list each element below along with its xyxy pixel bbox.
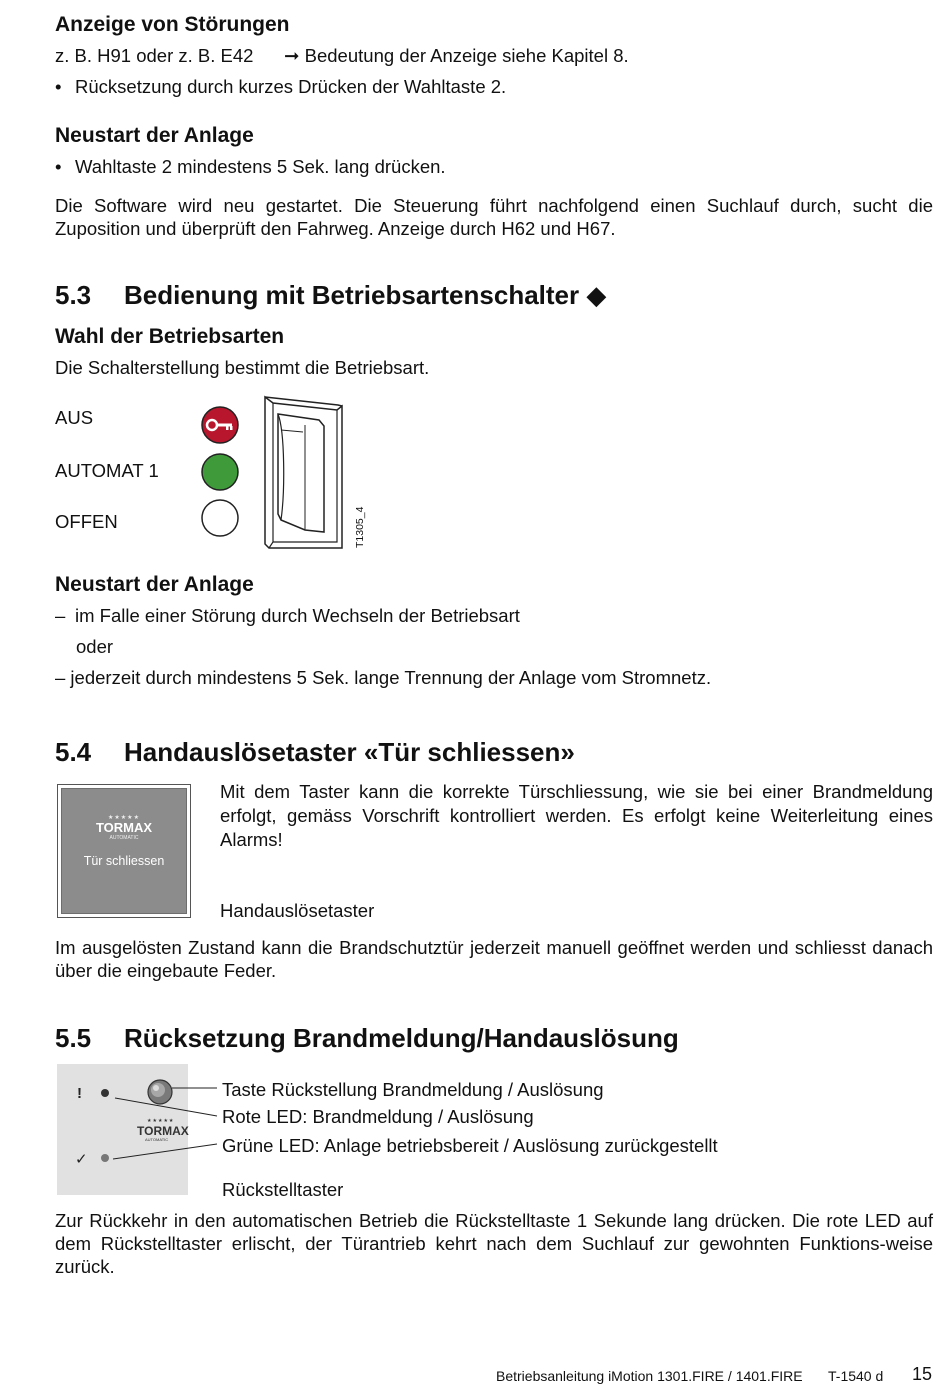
- check-icon: ✓: [75, 1150, 88, 1168]
- section-5-3-title: 5.3 Bedienung mit Betriebsartenschalter ◆: [55, 280, 607, 310]
- alert-icon: !: [77, 1085, 82, 1102]
- reset-paragraph: Zur Rückkehr in den automatischen Betrieb die Rückstelltaste 1 Sekunde lang drücken. Die rote LED auf dem Rückstelltaster erlischt, der Türantrieb kehrt nach dem Suchlauf zur gewohnten Funktions-weise zurück.: [55, 1210, 933, 1277]
- footer-doc-title: Betriebsanleitung iMotion 1301.FIRE / 1401.FIRE: [496, 1368, 803, 1384]
- restart-paragraph: Die Software wird neu gestartet. Die Steuerung führt nachfolgend einen Suchlauf durch, sucht die Zuposition und überprüft den Fahrweg. Anzeige durch H62 und H67.: [55, 195, 933, 239]
- offen-indicator-icon: [202, 500, 238, 536]
- restart-bullet: • Wahltaste 2 mindestens 5 Sek. lang drücken.: [55, 156, 446, 177]
- reset-caption: Rückstelltaster: [222, 1179, 344, 1200]
- faults-bullet: • Rücksetzung durch kurzes Drücken der Wahltaste 2.: [55, 76, 507, 97]
- figure-code: T1305_4: [354, 506, 366, 548]
- red-led-icon: [101, 1089, 109, 1097]
- restart-heading-2: Neustart der Anlage: [55, 573, 254, 596]
- automat-indicator-icon: [202, 454, 238, 490]
- faults-reference: ➞ Bedeutung der Anzeige siehe Kapitel 8.: [284, 45, 629, 66]
- manual-release-panel: [61, 788, 187, 914]
- callout-red-led: Rote LED: Brandmeldung / Auslösung: [222, 1106, 534, 1127]
- panel-label: Tür schliessen: [83, 854, 165, 868]
- restart-or: oder: [76, 636, 114, 657]
- reset-button-icon: [148, 1080, 172, 1104]
- stars-icon: ★★★★★: [147, 1118, 175, 1124]
- tormax-logo-sub: AUTOMATIC: [145, 1137, 169, 1142]
- page-number: 15: [912, 1364, 933, 1384]
- callout-green-led: Grüne LED: Anlage betriebsbereit / Auslösung zurückgestellt: [222, 1135, 718, 1156]
- manual-release-paragraph: Im ausgelösten Zustand kann die Brandschutztür jederzeit manuell geöffnet werden und schliesst danach über die eingebaute Feder.: [55, 937, 933, 981]
- restart-heading: Neustart der Anlage: [55, 124, 254, 147]
- manual-release-caption: Handauslösetaster: [220, 900, 375, 921]
- restart-item-2: – jederzeit durch mindestens 5 Sek. lange Trennung der Anlage vom Stromnetz.: [55, 667, 712, 688]
- section-5-4-title: 5.4 Handauslösetaster «Tür schliessen»: [55, 737, 575, 767]
- key-icon: [202, 407, 238, 443]
- mode-label-offen: OFFEN: [55, 511, 118, 532]
- faults-heading: Anzeige von Störungen: [55, 13, 290, 36]
- mode-selection-intro: Die Schalterstellung bestimmt die Betriebsart.: [55, 357, 430, 378]
- mode-selection-heading: Wahl der Betriebsarten: [55, 325, 285, 348]
- faults-example: z. B. H91 oder z. B. E42: [55, 45, 254, 66]
- restart-item-1: – im Falle einer Störung durch Wechseln der Betriebsart: [55, 605, 520, 626]
- section-5-5-title: 5.5 Rücksetzung Brandmeldung/Handauslösung: [55, 1023, 679, 1053]
- dash-icon: –: [55, 605, 66, 626]
- tormax-logo: TORMAX: [95, 820, 153, 835]
- manual-release-description: Mit dem Taster kann die korrekte Türschliessung, wie sie bei einer Brandmeldung erfolgt, gemäss Vorschrift kontrolliert werden. Es erfolgt keine Weiterleitung eines Alarms!: [220, 781, 933, 850]
- manual-release-button-figure: [57, 784, 191, 918]
- mode-label-automat: AUTOMAT 1: [55, 460, 159, 481]
- callout-reset-button: Taste Rückstellung Brandmeldung / Auslösung: [222, 1079, 604, 1100]
- green-led-icon: [101, 1154, 109, 1162]
- reset-callout-lines: [57, 1064, 222, 1195]
- tormax-logo: TORMAX: [137, 1124, 189, 1138]
- bullet-icon: •: [55, 156, 62, 177]
- tormax-logo-sub: AUTOMATIC: [109, 835, 139, 841]
- stars-icon: ★★★★★: [108, 815, 140, 821]
- footer-doc-code: T-1540 d: [828, 1368, 884, 1384]
- rocker-switch-icon: [265, 397, 342, 548]
- bullet-icon: •: [55, 76, 62, 97]
- mode-label-aus: AUS: [55, 407, 94, 428]
